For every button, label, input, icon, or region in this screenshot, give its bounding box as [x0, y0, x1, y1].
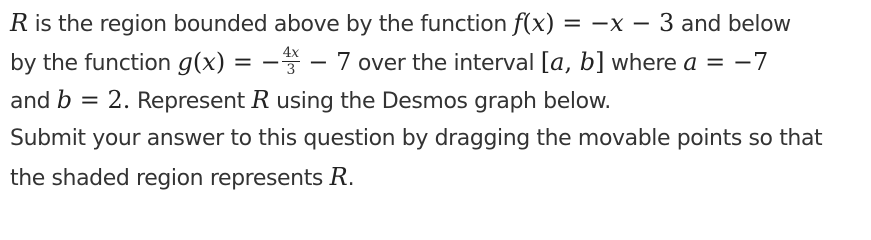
region-variable-r: R — [329, 163, 348, 191]
region-variable-r: R — [10, 9, 29, 37]
b-value-expression: b = 2. — [56, 86, 131, 114]
function-g-lhs: g(x) = − — [177, 47, 281, 76]
problem-line-4 — [10, 120, 861, 159]
problem-line-2 — [10, 43, 861, 82]
fraction-denominator: 3 — [286, 62, 295, 78]
line5-text-b: . — [347, 166, 355, 191]
interval-expression: [a, b] — [540, 47, 605, 76]
problem-line-1 — [10, 4, 861, 43]
a-value-expression: a = −7 — [683, 47, 769, 76]
problem-line-3 — [10, 81, 861, 120]
line1-text-a: is the region bounded above by the function — [28, 12, 514, 37]
line2-text-c: where — [604, 50, 684, 76]
fraction-4x-over-3 — [282, 46, 300, 77]
line3-text-b: Represent — [130, 89, 252, 114]
line5-text-a: the shaded region represents — [10, 166, 330, 191]
line2-text-b: over the interval — [351, 50, 541, 76]
region-variable-r: R — [251, 86, 270, 114]
problem-line-5 — [10, 158, 861, 197]
line3-text-c: using the Desmos graph below. — [269, 89, 611, 114]
line1-text-b: and below — [674, 12, 791, 37]
function-g-rhs: − 7 — [300, 47, 352, 76]
function-f-expression: f(x) = −x − 3 — [513, 9, 675, 37]
instructions-text: Submit your answer to this question by dragging the movable points so that — [10, 125, 823, 151]
fraction-numerator: 4x — [282, 45, 299, 61]
line2-text-a: by the function — [10, 50, 178, 76]
line3-text-a: and — [10, 89, 57, 114]
